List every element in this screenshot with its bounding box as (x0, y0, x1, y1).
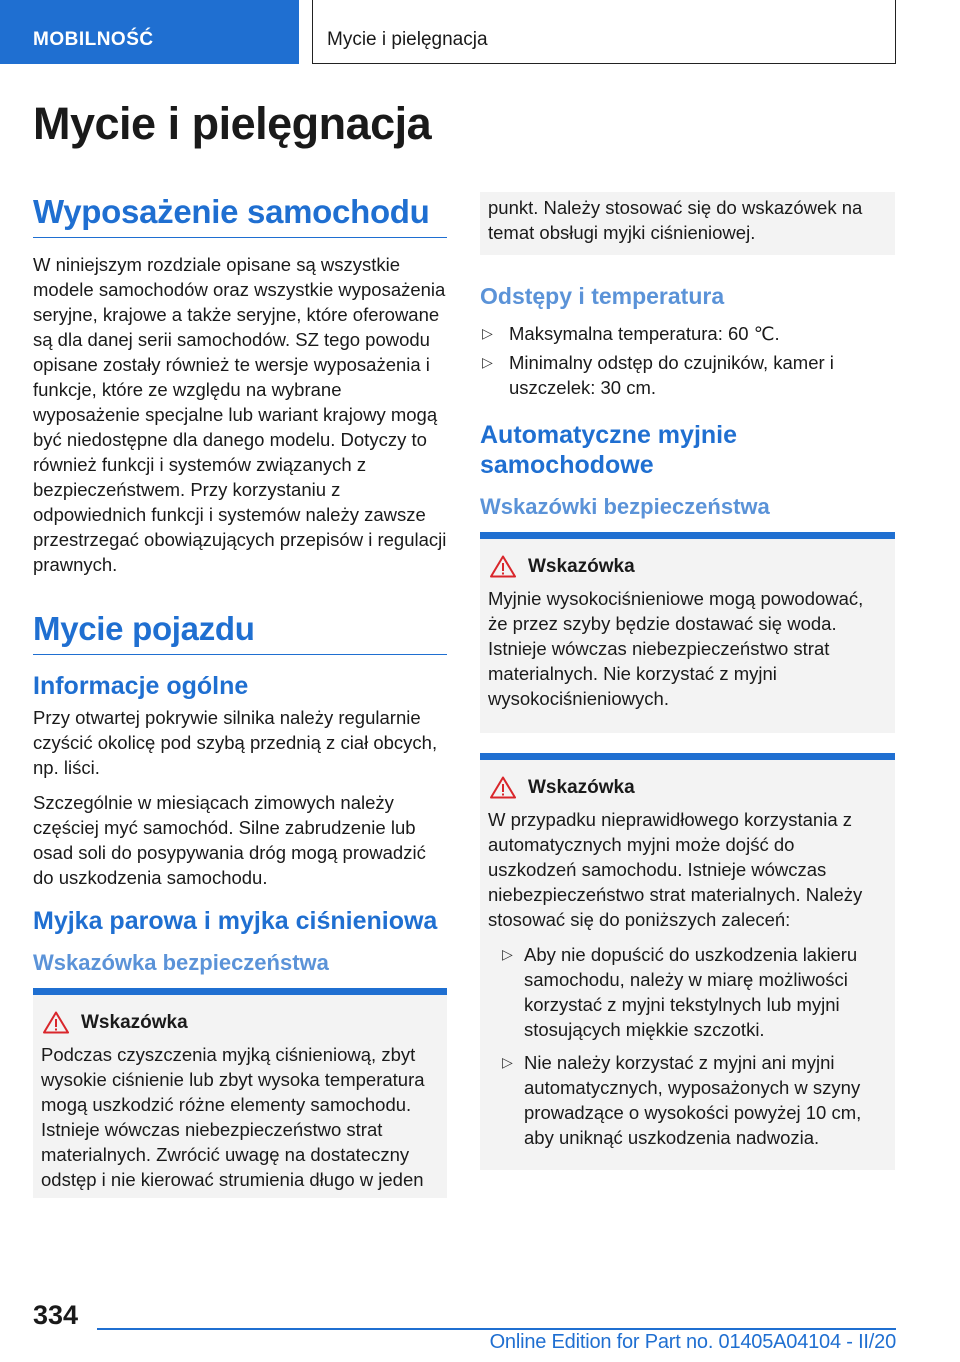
washing-heading: Mycie pojazdu (33, 609, 447, 655)
general-info-p1: Przy otwartej pokrywie silnika należy regularnie czyścić okolicę pod szybą przednią z ciał obcych, np. liści. (33, 707, 438, 778)
steam-washer-heading: Myjka parowa i myjka ciśnieniowa (33, 907, 438, 935)
right-column (480, 192, 895, 1170)
list-item-text: Maksymalna temperatura: 60 ℃. (509, 323, 780, 344)
page-number: 334 (33, 1300, 79, 1330)
equipment-text: W niniejszym rozdziale opisane są wszystkie modele samochodów oraz wszystkie wyposażenia seryjne, krajowe a także seryjne, które oferowane są dla danej serii samochodów. SZ tego powodu opisane zostały również te wersje wyposażenia i funkcje, które ze względu na wybrane wyposażenie specjalne lub wariant krajowy mogą być niedostępne dla danego modelu. Dotyczy to również funkcji i systemów związanych z bezpieczeństwem. Przy korzystaniu z odpowiednich funkcji i systemów należy zawsze przestrzegać obowiązujących przepisów i regulacji prawnych. (33, 254, 447, 575)
warning-triangle-icon (490, 776, 516, 799)
warning-triangle-icon (43, 1011, 69, 1034)
triangle-right-icon: ▷ (502, 1054, 513, 1070)
list-item-text: Nie należy korzystać z myjni ani myjni automatycznych, wyposażonych w szyny prowadzące o wysokości powyżej 10 cm, aby uniknąć uszkodzenia nadwozia. (524, 1052, 862, 1148)
general-info-p2: Szczególnie w miesiącach zimowych należy częściej myć samochód. Silne zabrudzenie lub osad soli do posypywania dróg mogą prowadzić do uszkodzenia samochodu. (33, 792, 426, 888)
warning-triangle-icon (490, 555, 516, 578)
auto-wash-safety-heading: Wskazówki bezpieczeństwa (480, 494, 770, 519)
warning-header (41, 1011, 439, 1034)
left-column (33, 192, 447, 1198)
list-item (488, 942, 887, 1042)
page-title: Mycie i pielęgnacja (33, 98, 432, 149)
list-item (480, 321, 895, 346)
warning-text: Myjnie wysokociśnieniowe mogą powodować, że przez szyby będzie dostawać się woda. Istnieje wówczas niebezpieczeństwo strat materialnych. Nie korzystać z myjni wysokociśnieniowych. (488, 588, 864, 709)
triangle-right-icon: ▷ (482, 354, 493, 370)
list-item (480, 350, 895, 400)
warning-label: Wskazówka (81, 1011, 188, 1033)
footer-divider (97, 1328, 896, 1330)
chapter-tab (312, 0, 896, 64)
warning-box (480, 532, 895, 733)
triangle-right-icon: ▷ (502, 946, 513, 962)
warning-text: W przypadku nieprawidłowego korzystania z automatycznych myjni może dojść do uszkodzeń samochodu. Istnieje wówczas niebezpieczeństwo strat materialnych. Należy stosować się do poniższych zaleceń: (488, 809, 863, 930)
general-info-heading: Informacje ogólne (33, 672, 249, 700)
auto-wash-heading: Automatyczne myjnie samochodowe (480, 421, 738, 479)
warning-header (488, 555, 887, 578)
recommendations-list (488, 942, 887, 1150)
chapter-label: Mycie i pielęgnacja (327, 29, 488, 50)
distances-list (480, 321, 895, 400)
list-item-text: Aby nie dopuścić do uszkodzenia lakieru samochodu, należy w miarę możliwości korzystać z myjni tekstylnych lub myjni stosujących miękkie szczotki. (524, 944, 858, 1040)
distances-heading: Odstępy i temperatura (480, 283, 725, 309)
warning-box (33, 988, 447, 1198)
section-label: MOBILNOŚĆ (33, 29, 154, 50)
equipment-heading: Wyposażenie samochodu (33, 192, 447, 238)
triangle-right-icon: ▷ (482, 325, 493, 341)
warning-text: Podczas czyszczenia myjką ciśnieniową, zbyt wysokie ciśnienie lub zbyt wysoka temperatura mogą uszkodzić różne elementy samochodu. Istnieje wówczas niebezpieczeństwo strat materialnych. Zwrócić uwagę na dostateczny odstęp i nie kierować strumienia długo w jeden (41, 1044, 425, 1190)
safety-note-heading: Wskazówka bezpieczeństwa (33, 950, 329, 975)
warning-label: Wskazówka (528, 555, 635, 577)
list-item-text: Minimalny odstęp do czujników, kamer i uszczelek: 30 cm. (509, 352, 834, 398)
warning-box (480, 753, 895, 1170)
warning-label: Wskazówka (528, 776, 635, 798)
footer-edition: Online Edition for Part no. 01405A04104 - II/20 (489, 1331, 896, 1353)
section-tab (0, 0, 299, 64)
warning-continued-text: punkt. Należy stosować się do wskazówek na temat obsługi myjki ciśnieniowej. (488, 197, 863, 243)
warning-box-continued (480, 192, 895, 255)
list-item (488, 1050, 887, 1150)
warning-header (488, 776, 887, 799)
